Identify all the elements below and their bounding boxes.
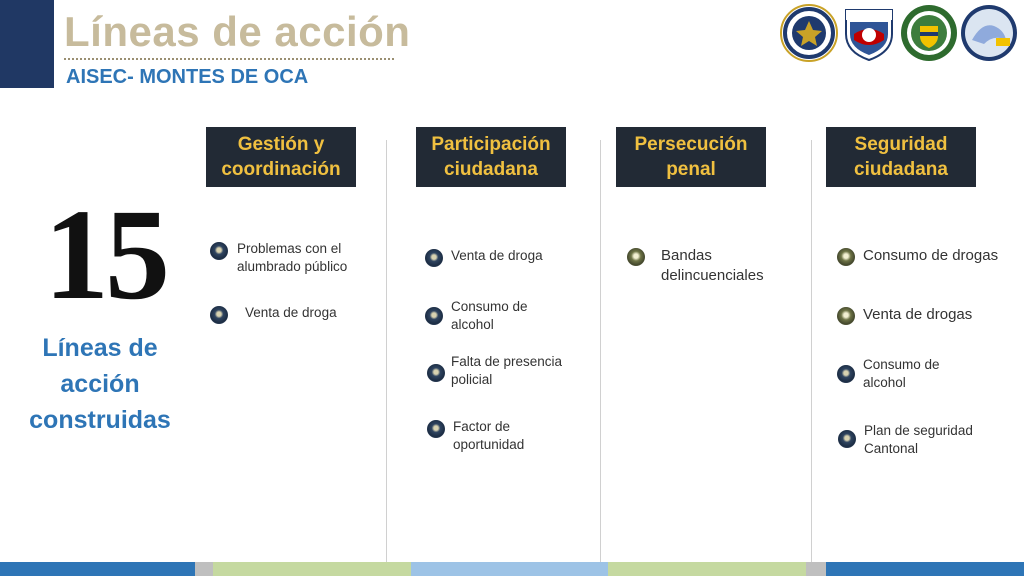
list-item-label: Factor de oportunidad xyxy=(453,419,525,452)
title-dotted-divider xyxy=(64,58,394,60)
list-item-label: Consumo de alcohol xyxy=(863,357,940,390)
fuerza-publica-badge-icon xyxy=(840,4,898,62)
page-subtitle: AISEC- MONTES DE OCA xyxy=(66,66,309,88)
corner-accent-block xyxy=(0,0,54,88)
footer-segment xyxy=(213,562,411,576)
list-item xyxy=(838,422,973,458)
list-item-label: Consumo de drogas xyxy=(863,247,999,264)
bullet-icon xyxy=(425,249,443,267)
column-header-persecucion: Persecución penal xyxy=(616,127,766,187)
lines-count: 15 xyxy=(44,183,166,327)
list-item-label: Venta de droga xyxy=(245,305,337,320)
list-item-label: Bandas delincuenciales xyxy=(661,247,764,284)
bullet-icon xyxy=(837,248,855,266)
list-item xyxy=(837,246,998,266)
bullet-icon xyxy=(837,307,855,325)
bullet-icon xyxy=(838,430,856,448)
list-item-label: Problemas con el alumbrado público xyxy=(237,241,348,274)
column-header-seguridad: Seguridad ciudadana xyxy=(826,127,976,187)
bullet-icon xyxy=(837,365,855,383)
footer-segment xyxy=(608,562,806,576)
column-header-participacion: Participación ciudadana xyxy=(416,127,566,187)
logo-strip xyxy=(780,4,1024,66)
page-title: Líneas de acción xyxy=(64,8,411,55)
column-header-gestion: Gestión y coordinación xyxy=(206,127,356,187)
column-divider xyxy=(600,140,601,565)
list-item-label: Falta de presencia policial xyxy=(451,354,563,387)
footer-color-strip xyxy=(0,562,1024,576)
column-divider xyxy=(386,140,387,565)
list-item xyxy=(427,353,562,389)
bullet-icon xyxy=(627,248,645,266)
list-item-label: Plan de seguridad Cantonal xyxy=(864,423,973,456)
list-item xyxy=(210,304,337,324)
footer-segment xyxy=(806,562,826,576)
list-item xyxy=(837,305,972,325)
police-shield-icon xyxy=(900,4,958,62)
list-item-label: Venta de drogas xyxy=(863,306,973,323)
lines-count-caption: Líneas de acción construidas xyxy=(29,334,171,434)
list-item xyxy=(210,240,347,276)
footer-segment xyxy=(411,562,608,576)
aisec-logo-icon xyxy=(960,4,1018,62)
us-embassy-seal-icon xyxy=(780,4,838,62)
list-item xyxy=(425,247,543,267)
footer-segment xyxy=(0,562,195,576)
list-item xyxy=(627,246,764,286)
bullet-icon xyxy=(210,242,228,260)
column-divider xyxy=(811,140,812,565)
bullet-icon xyxy=(427,420,445,438)
bullet-icon xyxy=(425,307,443,325)
list-item-label: Venta de droga xyxy=(451,248,543,263)
footer-segment xyxy=(195,562,213,576)
list-item xyxy=(427,418,524,454)
footer-segment xyxy=(826,562,1024,576)
list-item-label: Consumo de alcohol xyxy=(451,299,528,332)
bullet-icon xyxy=(210,306,228,324)
list-item xyxy=(837,356,940,392)
bullet-icon xyxy=(427,364,445,382)
list-item xyxy=(425,298,528,334)
